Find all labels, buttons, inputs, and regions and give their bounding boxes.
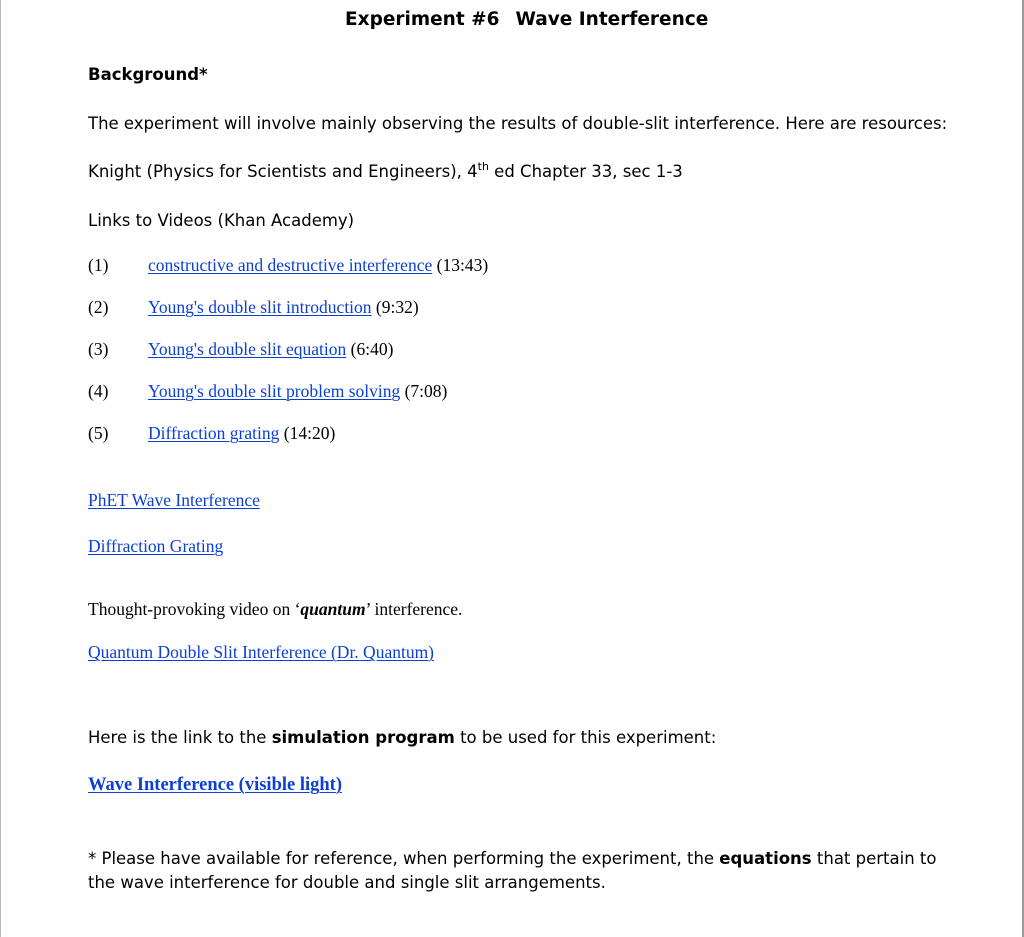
video-duration: (14:20)	[279, 423, 336, 443]
video-item-4	[88, 381, 447, 402]
video-duration: (9:32)	[371, 297, 419, 317]
video-item-1	[88, 255, 488, 276]
video-number: (5)	[88, 423, 109, 443]
ref-superscript: th	[477, 160, 489, 173]
quantum-emphasis: quantum	[300, 599, 366, 619]
video-number: (4)	[88, 381, 109, 401]
intro-paragraph: The experiment will involve mainly observing the results of double-slit interference. Here are resources:	[88, 114, 948, 133]
video-duration: (13:43)	[432, 255, 489, 275]
footnote	[88, 847, 948, 895]
video-number: (1)	[88, 255, 109, 275]
thought-text-before: Thought-provoking video on ‘	[88, 599, 301, 619]
video-item-3	[88, 339, 393, 360]
ref-text-after: ed Chapter 33, sec 1-3	[488, 162, 683, 181]
sim-text-before: Here is the link to the	[88, 728, 272, 747]
title-suffix: Wave Interference	[515, 9, 709, 30]
video-number: (2)	[88, 297, 109, 317]
footnote-text-after: that pertain to the wave interference for double and single slit arrangements.	[88, 849, 937, 892]
page-border-left	[0, 0, 1, 937]
sim-bold: simulation program	[271, 728, 455, 747]
video-item-2	[88, 297, 419, 318]
diffraction-grating-link[interactable]: Diffraction Grating	[88, 536, 224, 556]
quantum-double-slit-link[interactable]: Quantum Double Slit Interference (Dr. Quantum)	[88, 642, 435, 662]
video-link-diffraction-grating[interactable]: Diffraction grating	[148, 423, 280, 443]
video-item-5	[88, 423, 335, 444]
video-link-youngs-equation[interactable]: Young's double slit equation	[148, 339, 347, 359]
simulation-intro	[88, 728, 716, 747]
title-prefix: Experiment #6	[345, 9, 500, 30]
video-link-constructive-destructive[interactable]: constructive and destructive interference	[148, 255, 433, 275]
footnote-text-before: * Please have available for reference, when performing the experiment, the	[88, 849, 720, 868]
page-title	[345, 9, 708, 30]
sim-text-after: to be used for this experiment:	[454, 728, 717, 747]
video-link-youngs-intro[interactable]: Young's double slit introduction	[148, 297, 372, 317]
video-duration: (6:40)	[346, 339, 394, 359]
background-heading: Background*	[88, 65, 208, 84]
textbook-reference	[88, 162, 683, 181]
thought-provoking-text	[88, 599, 462, 620]
video-duration: (7:08)	[400, 381, 448, 401]
simulation-link[interactable]: Wave Interference (visible light)	[88, 775, 342, 795]
phet-wave-interference-link[interactable]: PhET Wave Interference	[88, 490, 260, 510]
ref-text-before: Knight (Physics for Scientists and Engineers), 4	[88, 162, 478, 181]
video-link-youngs-problem-solving[interactable]: Young's double slit problem solving	[148, 381, 401, 401]
video-number: (3)	[88, 339, 109, 359]
thought-text-after: ’ interference.	[365, 599, 463, 619]
videos-heading: Links to Videos (Khan Academy)	[88, 211, 355, 230]
footnote-bold: equations	[719, 849, 812, 868]
